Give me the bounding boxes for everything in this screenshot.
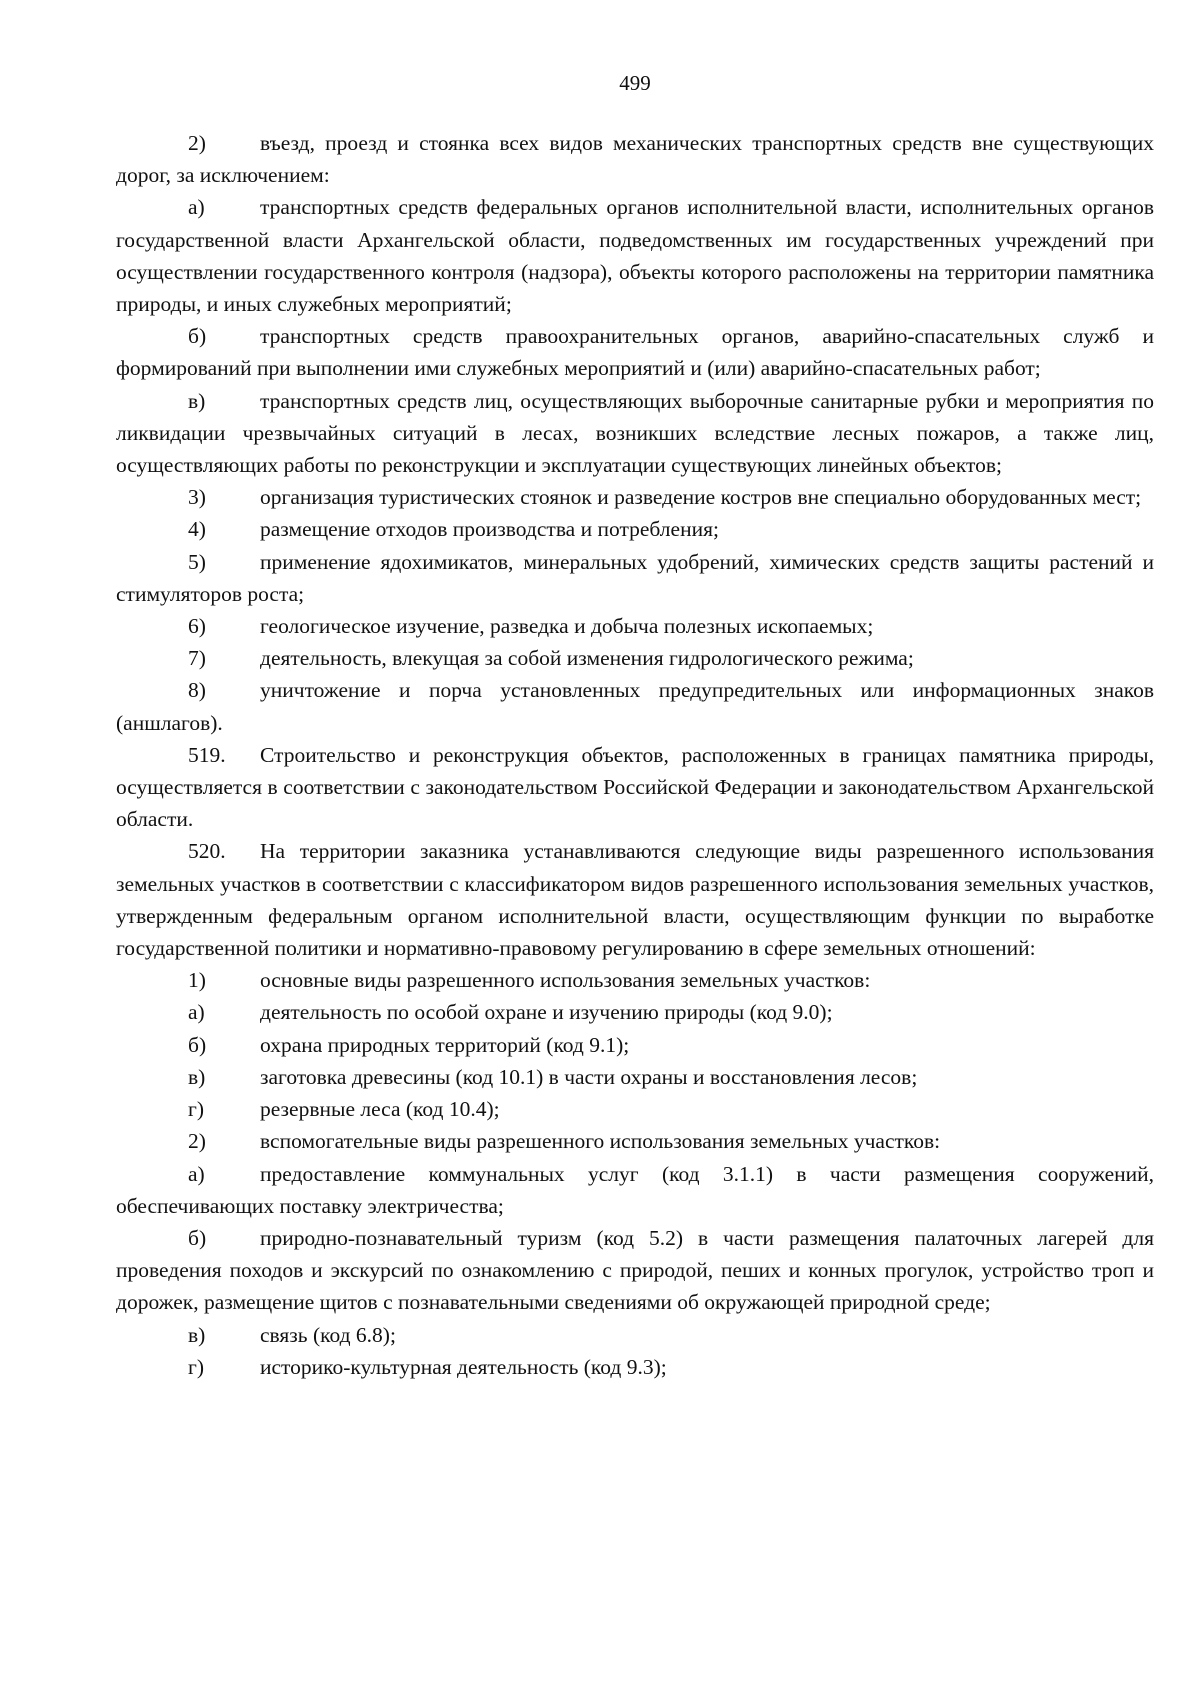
item-text: вспомогательные виды разрешенного использования земельных участков: bbox=[260, 1129, 941, 1154]
item-number: 519. bbox=[188, 742, 226, 767]
paragraph bbox=[116, 1319, 1154, 1351]
item-number: 2) bbox=[188, 1129, 206, 1154]
paragraph bbox=[116, 320, 1154, 384]
item-number: 2) bbox=[188, 131, 206, 155]
item-text: заготовка древесины (код 10.1) в части охраны и восстановления лесов; bbox=[260, 1064, 918, 1089]
item-text: основные виды разрешенного использования земельных участков: bbox=[260, 968, 871, 993]
paragraph bbox=[116, 385, 1154, 482]
item-text: транспортных средств правоохранительных органов, аварийно-спасательных служб и формирований при выполнении ими служебных мероприятий и (или) аварийно-спасательных работ; bbox=[116, 324, 1154, 381]
document-body bbox=[116, 127, 1154, 1383]
item-text: природно-познавательный туризм (код 5.2) в части размещения палаточных лагерей для проведения походов и экскурсий по ознакомлению с природой, пеших и конных прогулок, устройство троп и дорожек, размещение щитов с познавательными сведениями об окружающей природной среде; bbox=[116, 1225, 1154, 1315]
item-number: а) bbox=[188, 1000, 205, 1025]
paragraph bbox=[116, 191, 1154, 320]
item-text: историко-культурная деятельность (код 9.3); bbox=[260, 1354, 667, 1379]
item-text: уничтожение и порча установленных предупредительных или информационных знаков (аншлагов). bbox=[116, 678, 1154, 735]
item-text: геологическое изучение, разведка и добыча полезных ископаемых; bbox=[260, 614, 874, 639]
item-text: Строительство и реконструкция объектов, расположенных в границах памятника природы, осуществляется в соответствии с законодательством Российской Федерации и законодательством Архангельской области. bbox=[116, 742, 1154, 832]
item-number: 1) bbox=[188, 968, 206, 993]
item-number: 4) bbox=[188, 517, 206, 542]
item-text: На территории заказника устанавливаются следующие виды разрешенного использования земельных участков в соответствии с классификатором видов разрешенного использования земельных участков, утвержденным федеральным органом исполнительной власти, осуществляющим функции по выработке государственной политики и нормативно-правовому регулированию в сфере земельных отношений: bbox=[116, 839, 1154, 961]
paragraph bbox=[116, 642, 1154, 674]
item-number: 3) bbox=[188, 485, 206, 510]
paragraph bbox=[116, 1158, 1154, 1222]
item-text: связь (код 6.8); bbox=[260, 1322, 396, 1347]
item-number: а) bbox=[188, 1161, 205, 1186]
item-text: организация туристических стоянок и разведение костров вне специально оборудованных мест; bbox=[260, 485, 1142, 510]
paragraph bbox=[116, 481, 1154, 513]
item-text: резервные леса (код 10.4); bbox=[260, 1097, 500, 1122]
paragraph bbox=[116, 1351, 1154, 1383]
paragraph bbox=[116, 1222, 1154, 1319]
paragraph bbox=[116, 835, 1154, 964]
item-text: применение ядохимикатов, минеральных удобрений, химических средств защиты растений и стимуляторов роста; bbox=[116, 549, 1154, 606]
item-number: б) bbox=[188, 324, 207, 349]
item-number: 7) bbox=[188, 646, 206, 671]
item-number: 8) bbox=[188, 678, 206, 703]
item-text: въезд, проезд и стоянка всех видов механических транспортных средств вне существующих дорог, за исключением: bbox=[116, 131, 1154, 188]
item-text: транспортных средств лиц, осуществляющих выборочные санитарные рубки и мероприятия по ликвидации чрезвычайных ситуаций в лесах, возникших вследствие лесных пожаров, а также лиц, осуществляющих работы по реконструкции и эксплуатации существующих линейных объектов; bbox=[116, 388, 1154, 478]
item-number: 520. bbox=[188, 839, 226, 864]
item-text: транспортных средств федеральных органов исполнительной власти, исполнительных органов государственной власти Архангельской области, подведомственных им государственных учреждений при осуществлении государственного контроля (надзора), объекты которого расположены на территории памятника природы, и иных служебных мероприятий; bbox=[116, 195, 1154, 317]
item-text: охрана природных территорий (код 9.1); bbox=[260, 1032, 630, 1057]
item-text: деятельность, влекущая за собой изменения гидрологического режима; bbox=[260, 646, 914, 671]
paragraph bbox=[116, 546, 1154, 610]
page-number: 499 bbox=[619, 71, 651, 95]
paragraph bbox=[116, 1061, 1154, 1093]
paragraph bbox=[116, 513, 1154, 545]
item-number: б) bbox=[188, 1225, 207, 1250]
item-number: г) bbox=[188, 1354, 204, 1379]
paragraph bbox=[116, 1125, 1154, 1157]
paragraph bbox=[116, 127, 1154, 191]
item-number: а) bbox=[188, 195, 205, 220]
item-number: 6) bbox=[188, 614, 206, 639]
item-number: г) bbox=[188, 1097, 204, 1122]
item-text: предоставление коммунальных услуг (код 3.1.1) в части размещения сооружений, обеспечивающих поставку электричества; bbox=[116, 1161, 1154, 1218]
paragraph bbox=[116, 739, 1154, 836]
item-number: в) bbox=[188, 1322, 206, 1347]
paragraph bbox=[116, 964, 1154, 996]
item-number: в) bbox=[188, 388, 206, 413]
paragraph bbox=[116, 1093, 1154, 1125]
paragraph bbox=[116, 996, 1154, 1028]
paragraph bbox=[116, 610, 1154, 642]
item-number: 5) bbox=[188, 549, 206, 574]
item-text: деятельность по особой охране и изучению природы (код 9.0); bbox=[260, 1000, 833, 1025]
paragraph bbox=[116, 1029, 1154, 1061]
item-text: размещение отходов производства и потребления; bbox=[260, 517, 719, 542]
item-number: б) bbox=[188, 1032, 207, 1057]
paragraph bbox=[116, 674, 1154, 738]
item-number: в) bbox=[188, 1064, 206, 1089]
